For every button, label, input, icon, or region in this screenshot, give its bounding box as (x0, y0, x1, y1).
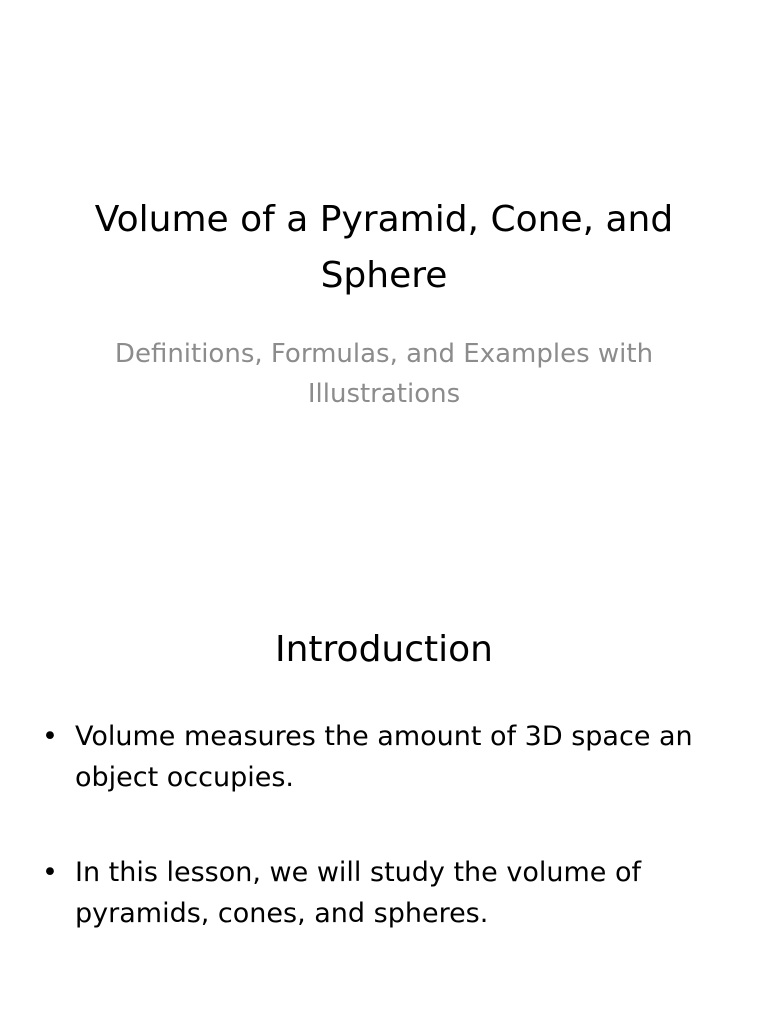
introduction-heading: Introduction (274, 629, 493, 670)
bullet-list (40, 716, 728, 988)
bullet-text: Volume measures the amount of 3D space an object occupies. (75, 721, 693, 793)
bullet-icon: • (42, 721, 58, 752)
bullet-icon: • (42, 857, 58, 888)
title-line-text: Volume of a Pyramid, Cone, and Sphere (94, 199, 674, 296)
bullet-item (40, 716, 728, 798)
subtitle-text: Definitions, Formulas, and Examples with Illustrations (114, 339, 654, 409)
slide-subtitle (80, 334, 688, 414)
bullet-text: In this lesson, we will study the volume of pyramids, cones, and spheres. (75, 857, 641, 929)
slide-title (40, 192, 728, 304)
bullet-item (40, 852, 728, 934)
